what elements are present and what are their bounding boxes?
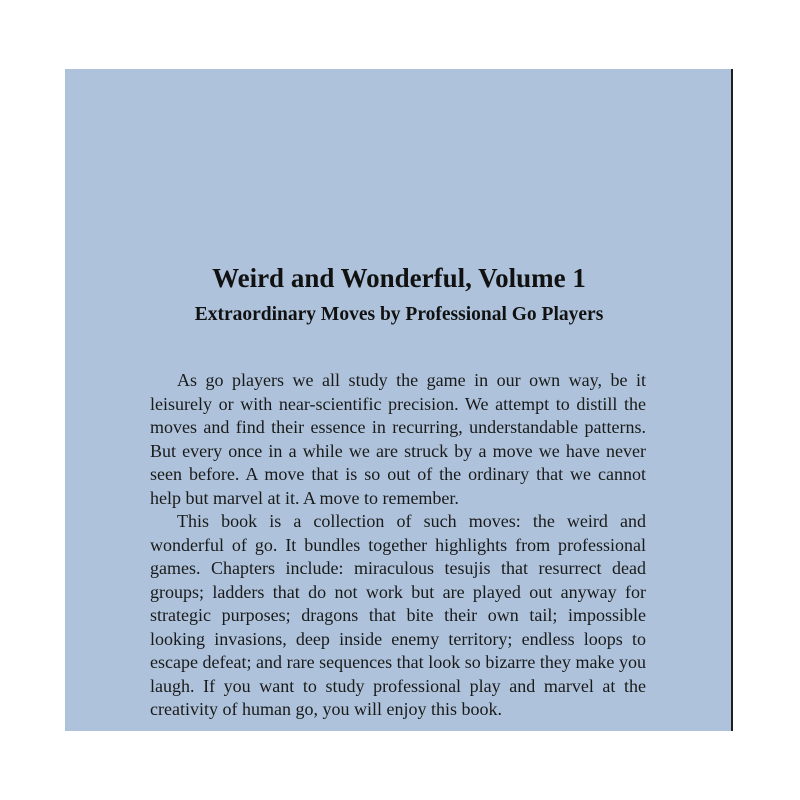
book-title: Weird and Wonderful, Volume 1 [212,263,586,293]
book-back-cover [65,69,733,731]
blurb-paragraph: This book is a collection of such moves: the weird and wonderful of go. It bundles together highlights from professional games. Chapters include: miraculous tesujis that resurrect dead groups; ladders that do not work but are played out anyway for strategic purposes; dragons that bite their own tail; impossible looking invasions, deep inside enemy territory; endless loops to escape defeat; and rare sequences that look so bizarre they make you laugh. If you want to study professional play and marvel at the creativity of human go, you will enjoy this book. [150,511,646,719]
blurb-text [150,369,646,722]
blurb-paragraph: As go players we all study the game in our own way, be it leisurely or with near-scientific precision. We attempt to distill the moves and find their essence in recurring, understandable patterns. But every once in a while we are struck by a move we have never seen before. A move that is so out of the ordinary that we cannot help but marvel at it. A move to remember. [150,370,646,508]
book-subtitle: Extraordinary Moves by Professional Go Players [194,304,604,325]
